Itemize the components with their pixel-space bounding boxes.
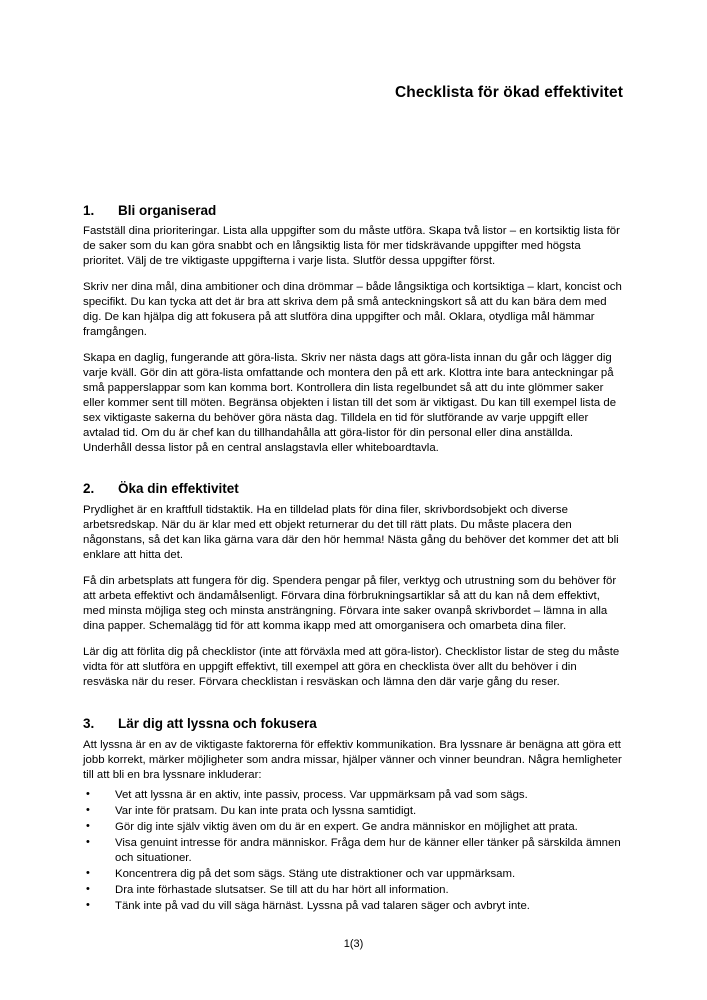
document-content — [83, 0, 623, 915]
list-item: • Tänk inte på vad du vill säga härnäst. Lyssna på vad talaren säger och avbryt inte. — [83, 899, 623, 914]
section-number-3: 3. — [83, 715, 95, 731]
section-lar-dig-att-lyssna-och-fokusera — [83, 716, 623, 914]
section-bli-organiserad — [83, 203, 623, 457]
section-title-2: Öka din effektivitet — [118, 481, 239, 497]
list-item: • Visa genuint intresse för andra människor. Fråga dem hur de känner eller tänker på särskilda ämnen och situationer. — [83, 836, 623, 866]
paragraph: Skapa en daglig, fungerande att göra-lista. Skriv ner nästa dags att göra-lista innan du går och lägger dig varje kväll. Gör din att göra-lista omfattande och montera den på ett ark. Klottra inte bara anteckningar på små papperslappar som kan komma bort. Kontrollera din lista regelbundet så att du inte glömmer saker eller kommer sent till möten. Begränsa objekten i listan till det som är viktigast. Du kan till exempel lista de sex viktigaste sakerna du behöver göra nästa dag. Tilldela en tid för slutförande av varje uppgift eller avtalad tid. Om du är chef kan du tillhandahålla att göra-listor för din personal eller dina anställda. Underhåll dessa listor på en central anslagstavla eller whiteboardtavla. — [83, 352, 617, 455]
list-item: • Dra inte förhastade slutsatser. Se till att du har hört all information. — [83, 883, 623, 898]
section-heading-3 — [83, 716, 623, 733]
section-title-3: Lär dig att lyssna och fokusera — [118, 715, 317, 731]
list-item: • Gör dig inte själv viktig även om du är en expert. Ge andra människor en möjlighet att prata. — [83, 820, 623, 835]
section-heading-1 — [83, 203, 623, 220]
section-heading-2 — [83, 481, 623, 498]
section-number-2: 2. — [83, 481, 95, 497]
page-title: Checklista för ökad effektivitet — [394, 84, 623, 101]
list-item: • Var inte för pratsam. Du kan inte prata och lyssna samtidigt. — [83, 804, 623, 819]
section-number-1: 1. — [83, 202, 95, 218]
list-item: • Koncentrera dig på det som sägs. Stäng ute distraktioner och var uppmärksam. — [83, 867, 623, 882]
section-oka-din-effektivitet — [83, 481, 623, 690]
paragraph: Att lyssna är en av de viktigaste faktorerna för effektiv kommunikation. Bra lyssnare är benägna att göra ett jobb korrekt, märker möjligheter som andra missar, hjälper vänner och vinner beundran. Några hemligheter till att bli en bra lyssnare inkluderar: — [83, 738, 622, 781]
section-title-1: Bli organiserad — [118, 202, 217, 218]
page-footer: 1(3) — [343, 938, 364, 950]
paragraph: Lär dig att förlita dig på checklistor (inte att förväxla med att göra-listor). Checklistor listar de steg du måste vidta för att slutföra en uppgift effektivt, till exempel att göra en checklista över allt du behöver i din resväska när du reser. Förvara checklistan i resväskan och lämna den där varje gång du reser. — [83, 646, 620, 688]
listening-tips-list — [83, 788, 623, 914]
paragraph: Fastställ dina prioriteringar. Lista alla uppgifter som du måste utföra. Skapa två listor – en kortsiktig lista för de saker som du kan göra snabbt och en långsiktig lista för mer tidskrävande uppgifter med högsta prioritet. Välj de tre viktigaste uppgifterna i varje lista. Slutför dessa uppgifter först. — [83, 225, 620, 268]
paragraph: Få din arbetsplats att fungera för dig. Spendera pengar på filer, verktyg och utrustning som du behöver för att arbeta effektivt och ändamålsenligt. Förvara dina förbrukningsartiklar så att du kan nå dem effektivt, med minsta möjliga steg och minsta ansträngning. Förvara inte saker ovanpå skrivbordet – lämna in alla dina papper. Schemalägg tid för att komma ikapp med att omorganisera och omarbeta dina filer. — [83, 575, 617, 633]
paragraph: Prydlighet är en kraftfull tidstaktik. Ha en tilldelad plats för dina filer, skrivbordsobjekt och diverse arbetsredskap. När du är klar med ett objekt returnerar du det till rätt plats. Du måste placera den någonstans, så det kan lika gärna vara där den hör hemma! Nästa gång du behöver det kommer det att bli enklare att hitta det. — [83, 504, 619, 562]
list-item: • Vet att lyssna är en aktiv, inte passiv, process. Var uppmärksam på vad som sägs. — [83, 788, 623, 803]
paragraph: Skriv ner dina mål, dina ambitioner och dina drömmar – både långsiktiga och kortsiktiga – klart, koncist och specifikt. Du kan tycka att det är bra att skriva dem på små anteckningskort så att du kan bära dem med dig. De kan hjälpa dig att fokusera på att slutföra dina uppgifter och mål. Oklara, otydliga mål hämmar framgången. — [83, 281, 622, 339]
